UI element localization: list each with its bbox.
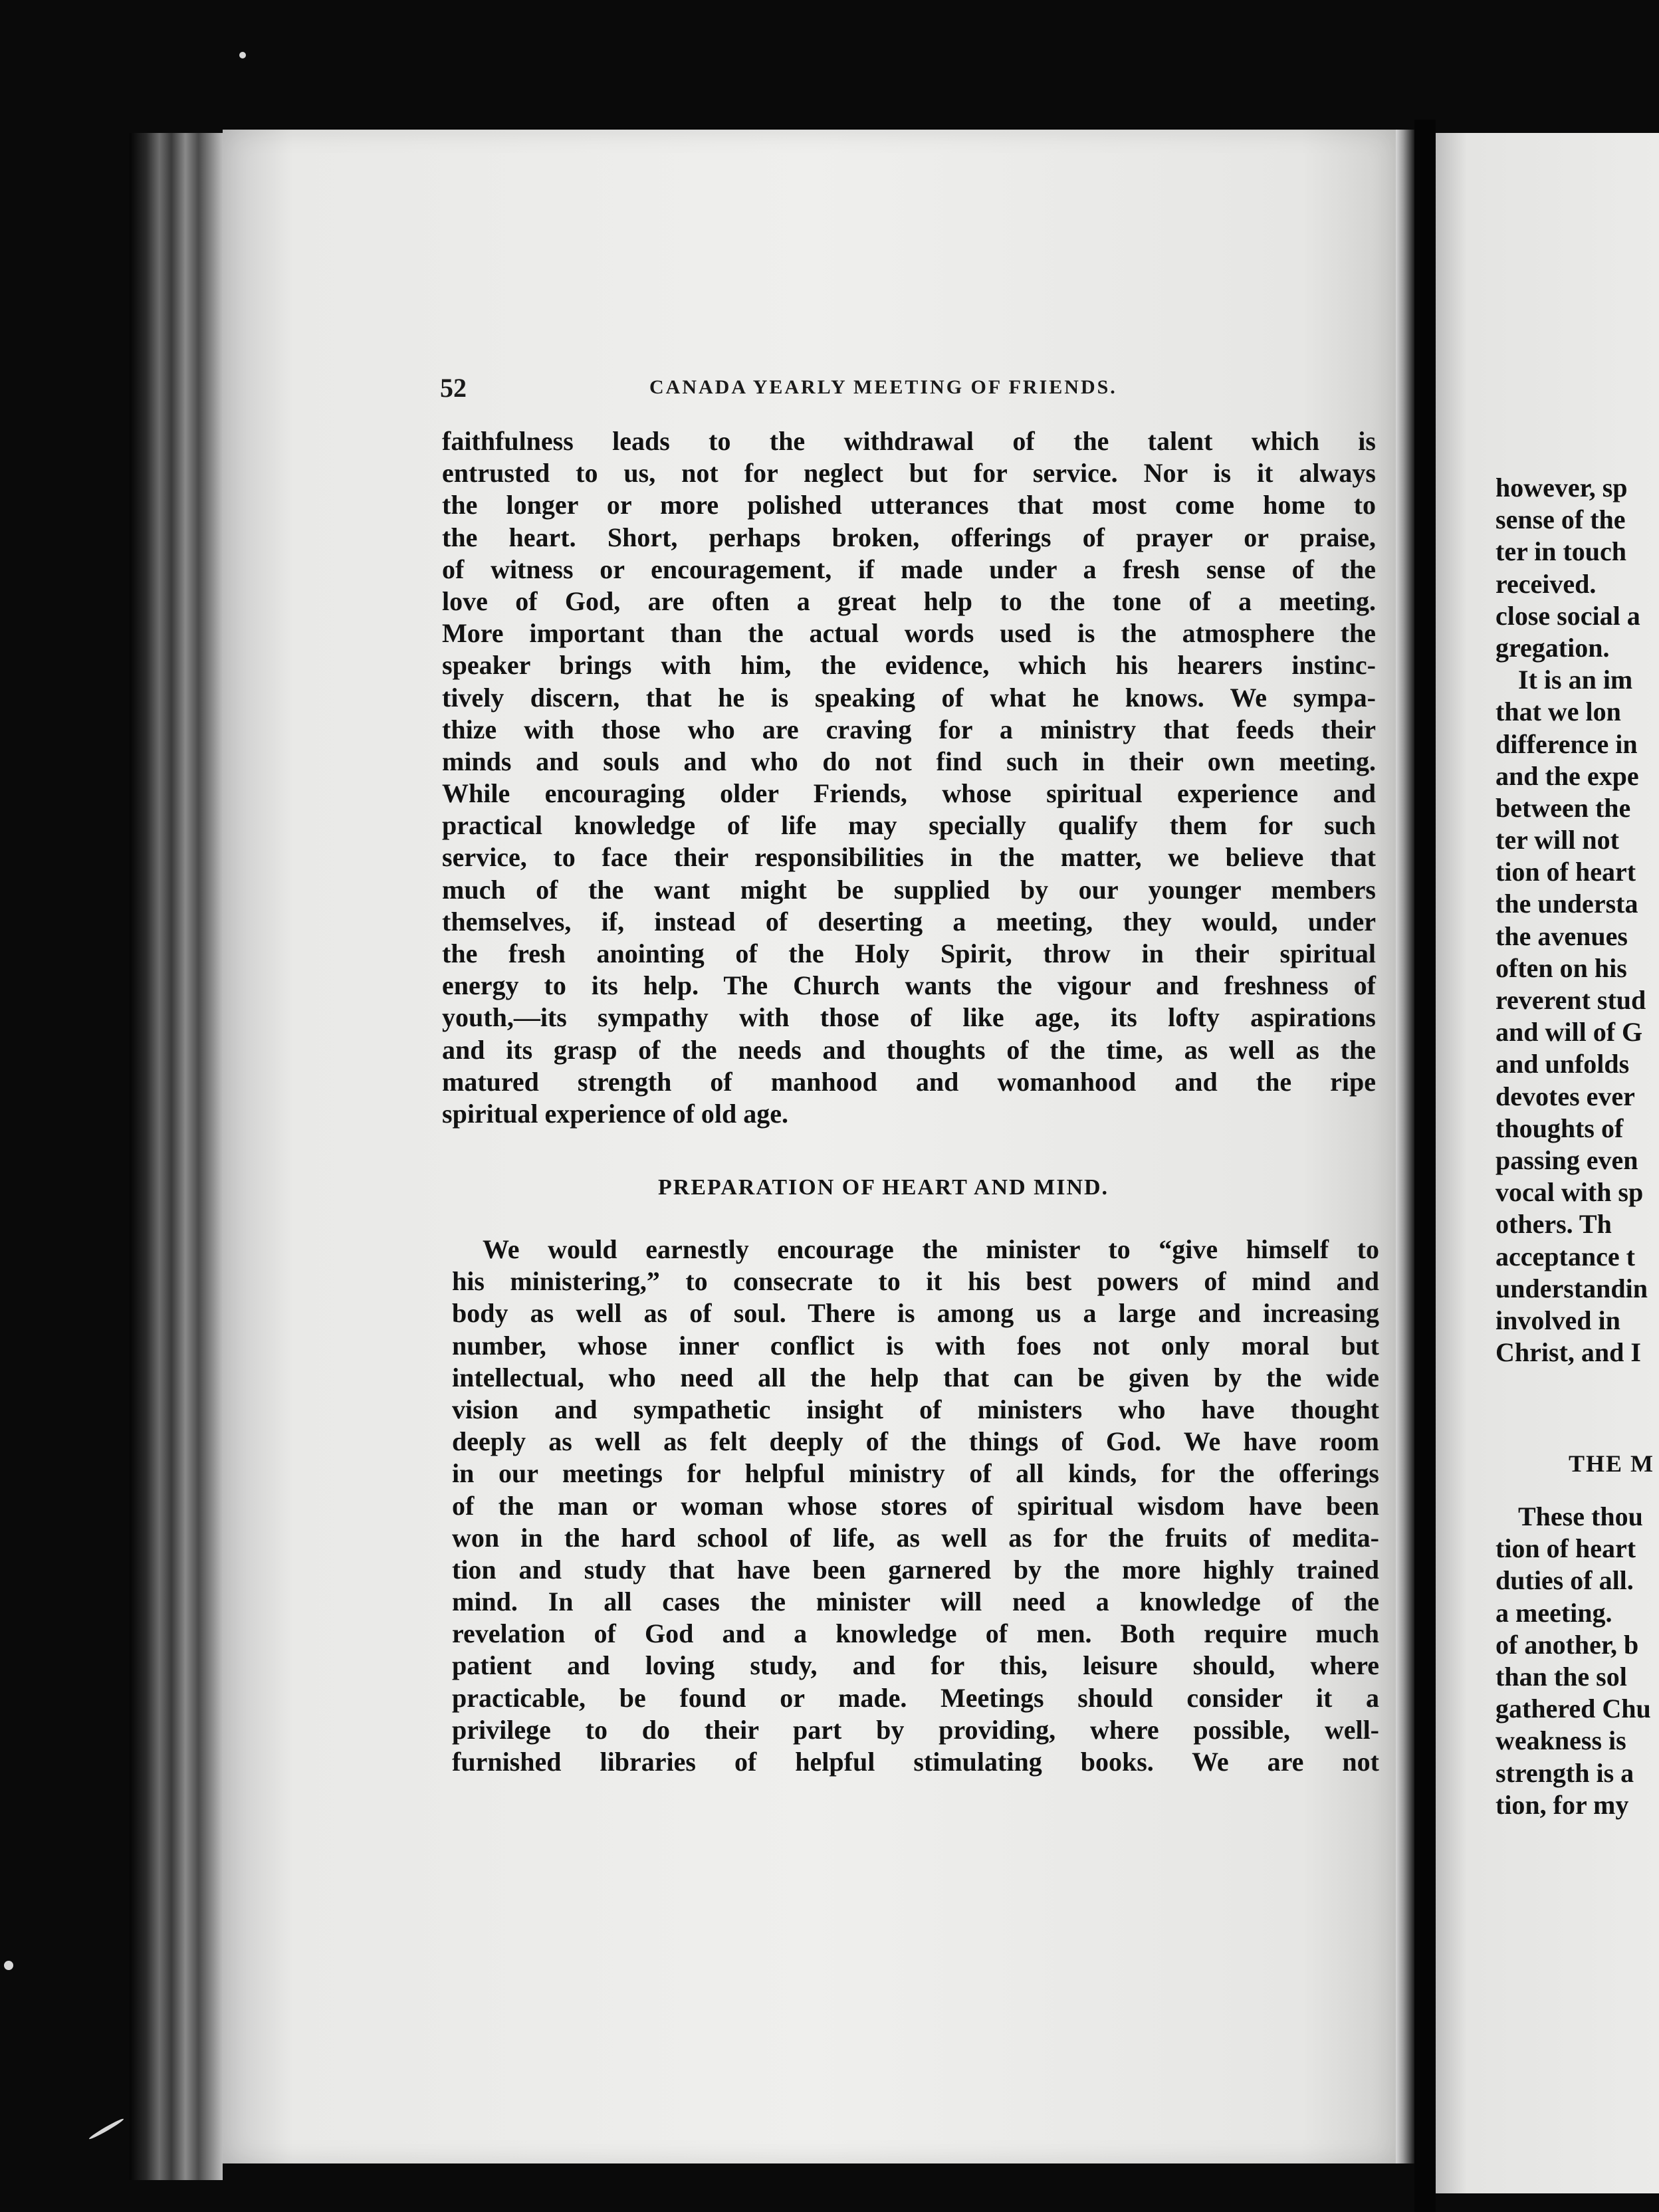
right-page-heading-fragment: THE M (1569, 1450, 1655, 1477)
text-line: revelation of God and a knowledge of men. Both require much (452, 1618, 1379, 1649)
text-line: ter will not (1495, 825, 1619, 855)
text-line: the heart. Short, perhaps broken, offerings of prayer or praise, (442, 522, 1376, 552)
text-line: mind. In all cases the minister will need a knowledge of the (452, 1587, 1379, 1617)
text-line: matured strength of manhood and womanhood and the ripe (442, 1066, 1376, 1097)
text-line: tively discern, that he is speaking of what he knows. We sympa- (442, 682, 1376, 713)
text-line: strength is a (1495, 1757, 1634, 1788)
text-line: More important than the actual words used is the atmosphere the (442, 618, 1376, 649)
text-line: spiritual experience of old age. (442, 1098, 789, 1129)
text-line: While encouraging older Friends, whose spiritual experience and (442, 778, 1376, 809)
left-page-edge (1396, 130, 1414, 2163)
text-line: We would earnestly encourage the minister to “give himself to (483, 1234, 1379, 1264)
text-line: entrusted to us, not for neglect but for service. Nor is it always (442, 458, 1376, 489)
text-line: service, to face their responsibilities in the matter, we believe that (442, 842, 1376, 873)
text-line: number, whose inner conflict is with foes not only moral but (452, 1330, 1379, 1361)
text-line: and the expe (1495, 760, 1639, 791)
text-line: and its grasp of the needs and thoughts of the time, as well as the (442, 1034, 1376, 1065)
text-line: passing even (1495, 1145, 1638, 1175)
right-page-text-block-1 (1495, 472, 1659, 1369)
text-line: between the (1495, 792, 1631, 823)
text-line: minds and souls and who do not find such in their own meeting. (442, 746, 1376, 776)
text-line: in our meetings for helpful ministry of all kinds, for the offerings (452, 1458, 1379, 1489)
text-line: the avenues (1495, 921, 1628, 951)
text-line: involved in (1495, 1305, 1620, 1335)
text-line: a meeting. (1495, 1597, 1612, 1628)
text-line: These thou (1518, 1501, 1643, 1531)
text-line: vocal with sp (1495, 1177, 1644, 1208)
text-line: the longer or more polished utterances that most come home to (442, 490, 1376, 520)
text-line: the understa (1495, 889, 1638, 919)
text-line: thize with those who are craving for a ministry that feeds their (442, 714, 1376, 744)
text-line: body as well as of soul. There is among us a large and increasing (452, 1298, 1379, 1329)
text-line: intellectual, who need all the help that can be given by the wide (452, 1362, 1379, 1392)
paragraph-minister (452, 1234, 1379, 1778)
text-line: and will of G (1495, 1017, 1643, 1048)
text-line: love of God, are often a great help to the tone of a meeting. (442, 586, 1376, 616)
text-line: gregation. (1495, 632, 1610, 663)
text-line: Christ, and I (1495, 1337, 1641, 1368)
text-line: of the man or woman whose stores of spiritual wisdom have been (452, 1490, 1379, 1521)
text-line: tion, for my (1495, 1789, 1629, 1820)
text-line: of another, b (1495, 1629, 1639, 1660)
text-line: much of the want might be supplied by our younger members (442, 874, 1376, 905)
scan-speck (239, 52, 246, 58)
book-spine (130, 133, 223, 2180)
text-line: speaker brings with him, the evidence, which his hearers instinc- (442, 650, 1376, 681)
text-line: youth,—its sympathy with those of like age, its lofty aspirations (442, 1002, 1376, 1033)
text-line: the fresh anointing of the Holy Spirit, throw in their spiritual (442, 939, 1376, 968)
text-line: patient and loving study, and for this, leisure should, where (452, 1650, 1379, 1681)
text-line: furnished libraries of helpful stimulating books. We are not (452, 1747, 1379, 1777)
text-line: received. (1495, 568, 1597, 599)
text-line: It is an im (1518, 665, 1633, 695)
text-line: duties of all. (1495, 1565, 1634, 1596)
text-line: vision and sympathetic insight of ministers who have thought (452, 1394, 1379, 1424)
text-line: privilege to do their part by providing, where possible, well- (452, 1714, 1379, 1745)
text-line: deeply as well as felt deeply of the things of God. We have room (452, 1426, 1379, 1457)
text-line: reverent stud (1495, 985, 1646, 1015)
scan-speck (4, 1961, 13, 1970)
text-line: energy to its help. The Church wants the vigour and freshness of (442, 970, 1376, 1001)
text-line: and unfolds (1495, 1049, 1630, 1079)
text-line: tion of heart (1495, 1533, 1636, 1564)
text-line: difference in (1495, 728, 1638, 759)
text-line: that we lon (1495, 697, 1621, 727)
book-gutter (1414, 120, 1436, 2212)
text-line: his ministering,” to consecrate to it his best powers of mind and (452, 1266, 1379, 1297)
text-line: thoughts of (1495, 1113, 1624, 1143)
text-line: understandin (1495, 1273, 1648, 1303)
text-line: sense of the (1495, 504, 1626, 535)
section-heading: PREPARATION OF HEART AND MIND. (658, 1175, 1109, 1200)
running-header (440, 372, 1377, 405)
text-line: others. Th (1495, 1209, 1612, 1240)
text-line: than the sol (1495, 1661, 1627, 1692)
text-line: gathered Chu (1495, 1694, 1651, 1724)
text-line: practicable, be found or made. Meetings should consider it a (452, 1682, 1379, 1713)
text-line: often on his (1495, 952, 1627, 983)
text-line: practical knowledge of life may specially qualify them for such (442, 810, 1376, 841)
text-line: tion of heart (1495, 857, 1636, 887)
text-line: close social a (1495, 600, 1640, 631)
text-line: faithfulness leads to the withdrawal of the talent which is (442, 426, 1376, 456)
page-number: 52 (440, 373, 467, 403)
scan-speck (88, 2117, 125, 2140)
running-title: CANADA YEARLY MEETING OF FRIENDS. (649, 376, 1117, 398)
text-line: themselves, if, instead of deserting a meeting, they would, under (442, 906, 1376, 937)
right-page-text-block-2 (1495, 1501, 1659, 1821)
paragraph-faithfulness (442, 425, 1376, 1130)
text-line: tion and study that have been garnered by the more highly trained (452, 1554, 1379, 1585)
text-line: devotes ever (1495, 1081, 1635, 1111)
text-line: however, sp (1495, 473, 1628, 502)
text-line: weakness is (1495, 1725, 1626, 1756)
text-line: of witness or encouragement, if made under a fresh sense of the (442, 554, 1376, 584)
text-line: acceptance t (1495, 1241, 1635, 1272)
text-line: won in the hard school of life, as well as for the fruits of medita- (452, 1522, 1379, 1553)
text-line: ter in touch (1495, 536, 1627, 567)
